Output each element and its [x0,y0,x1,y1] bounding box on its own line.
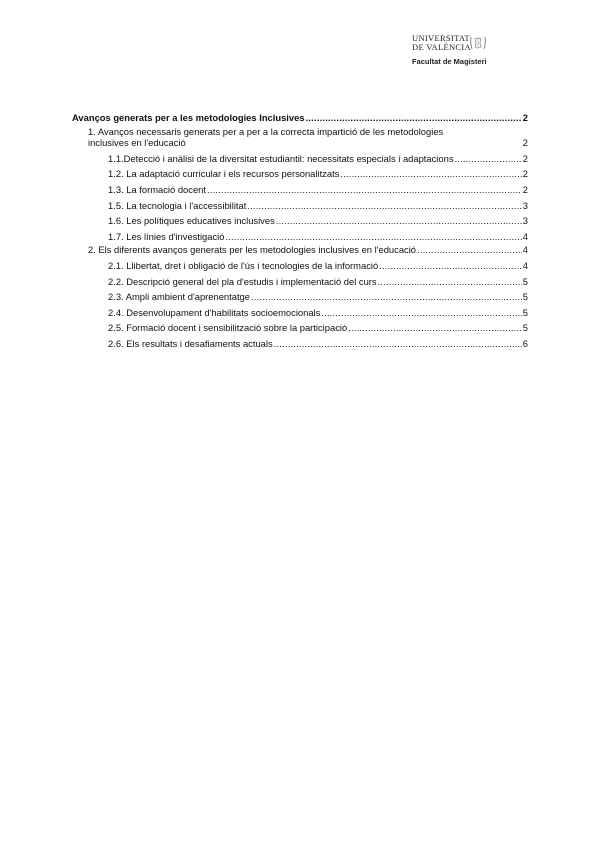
toc-entry-label: 2.6. Els resultats i desafiaments actuals [108,337,273,349]
toc-leader-dots [455,153,522,165]
university-seal-icon [469,35,487,51]
toc-entry-2-6[interactable] [72,338,528,350]
toc-leader-dots [207,184,522,196]
toc-leader-dots [274,338,522,350]
toc-entry-page: 4 [522,230,528,242]
toc-leader-dots [379,260,522,272]
toc-entry-page: 5 [522,322,528,334]
table-of-contents [72,112,528,350]
toc-entry-label: 1.3. La formació docent [108,183,206,195]
toc-entry-2-4[interactable] [72,307,528,319]
toc-entry-label: 2.1. Llibertat, dret i obligació de l'ús i tecnologies de la informació [108,259,379,271]
toc-entry-main[interactable] [72,112,528,124]
toc-entry-page: 2 [522,137,528,149]
toc-entry-page: 5 [522,275,528,287]
toc-entry-label: 1.1.Detecció i anàlisi de la diversitat estudiantil: necessitats especials i adaptacions [108,152,454,164]
faculty-name: Facultat de Magisteri [412,57,487,66]
toc-leader-dots [225,231,521,243]
toc-entry-label-line2: inclusives en l'educació [88,137,186,149]
toc-entry-page: 3 [522,215,528,227]
toc-entry-page: 4 [522,244,528,256]
university-name-line2: DE VALÈNCIA [412,42,471,52]
toc-leader-dots [276,215,522,227]
toc-entry-label: 1.7. Les línies d'investigació [108,230,225,242]
toc-entry-page: 2 [522,112,528,123]
toc-entry-1-3[interactable] [72,184,528,196]
toc-entry-label: 2.3. Ampli ambient d'aprenentatge [108,291,250,303]
toc-entry-page: 6 [522,337,528,349]
toc-entry-label: 1.5. La tecnologia i l'accessibilitat [108,199,247,211]
toc-leader-dots [417,244,522,256]
toc-entry-page: 2 [522,168,528,180]
toc-entry-label: 1.2. La adaptació curricular i els recursos personalitzats [108,168,340,180]
toc-entry-1-5[interactable] [72,200,528,212]
toc-entry-page: 3 [522,199,528,211]
university-logo [412,32,542,68]
toc-leader-dots [340,168,521,180]
toc-entry-label: 2.2. Descripció general del pla d'estudis i implementació del curs [108,275,377,287]
toc-leader-dots [247,200,521,212]
toc-entry-page: 5 [522,291,528,303]
toc-entry-page: 2 [522,152,528,164]
toc-entry-2-1[interactable] [72,260,528,272]
toc-entry-1-6[interactable] [72,215,528,227]
toc-entry-page: 4 [522,259,528,271]
toc-entry-1-7[interactable] [72,231,528,243]
toc-entry-2-5[interactable] [72,322,528,334]
toc-entry-label-line1: 1. Avanços necessaris generats per a per a la correcta impartició de les metodologies [88,125,444,137]
university-name [412,34,471,52]
toc-entry-1-1[interactable] [72,153,528,165]
toc-entry-label: 1.6. Les polítiques educatives inclusives [108,215,275,227]
toc-leader-dots [306,112,522,124]
toc-entry-section-1[interactable] [72,126,528,149]
toc-leader-dots [251,291,522,303]
toc-entry-section-2[interactable] [72,244,528,256]
toc-leader-dots [348,322,522,334]
toc-entry-label: 2. Els diferents avanços generats per les metodologies inclusives en l'educació [88,244,417,256]
toc-entry-label: Avanços generats per a les metodologies Inclusives [72,112,305,123]
toc-entry-1-2[interactable] [72,168,528,180]
toc-entry-2-3[interactable] [72,291,528,303]
toc-entry-label: 2.5. Formació docent i sensibilització sobre la participació [108,322,348,334]
toc-entry-label: 2.4. Desenvolupament d'habilitats socioemocionals [108,306,321,318]
university-name-line1: UNIVERSITAT [412,33,470,43]
toc-entry-page: 2 [522,183,528,195]
toc-entry-page: 5 [522,306,528,318]
toc-leader-dots [378,276,522,288]
toc-leader-dots [321,307,521,319]
toc-entry-2-2[interactable] [72,276,528,288]
